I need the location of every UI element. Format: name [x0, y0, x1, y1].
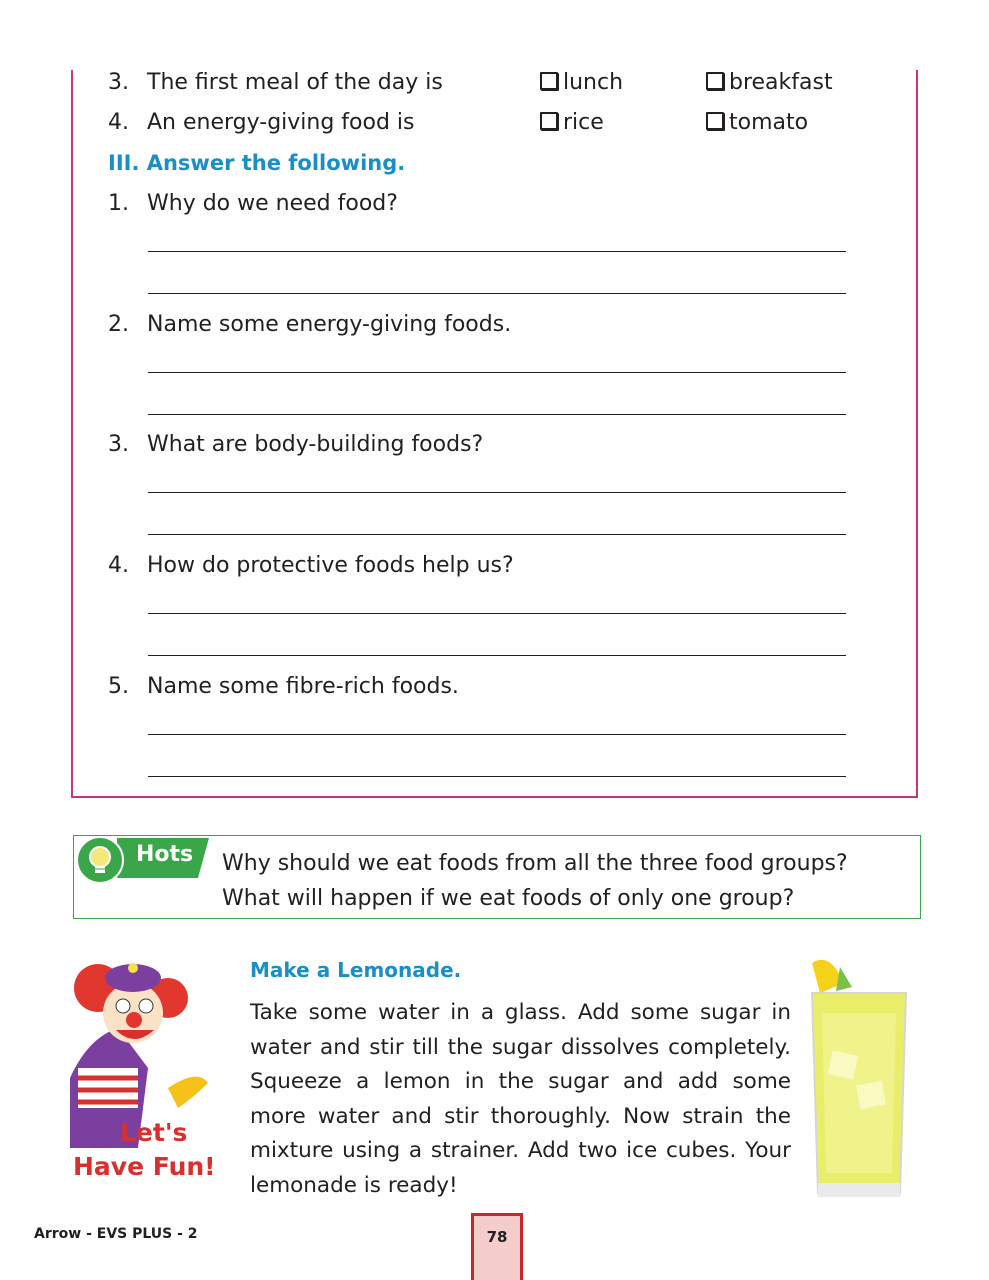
question-text: What are body-building foods? [147, 432, 484, 457]
checkbox-icon[interactable] [706, 112, 724, 130]
answer-line[interactable] [148, 251, 846, 252]
answer-line[interactable] [148, 372, 846, 373]
question-text: An energy-giving food is [147, 110, 415, 135]
answer-line[interactable] [148, 492, 846, 493]
question-number: 3. [108, 70, 129, 95]
question-text: Name some energy-giving foods. [147, 312, 512, 337]
question-text: The first meal of the day is [147, 70, 443, 95]
question-number: 3. [108, 432, 129, 457]
question-number: 1. [108, 191, 129, 216]
question-number: 5. [108, 674, 129, 699]
page-number: 78 [486, 1228, 508, 1246]
answer-line[interactable] [148, 414, 846, 415]
answer-line[interactable] [148, 534, 846, 535]
book-title: Arrow - EVS PLUS - 2 [34, 1226, 198, 1242]
lets-have-fun-badge-line2: Have Fun! [73, 1152, 216, 1181]
checkbox-icon[interactable] [540, 112, 558, 130]
lets-have-fun-badge-line1: Let's [120, 1118, 188, 1147]
option-checkbox[interactable]: tomato [706, 110, 808, 136]
page-number-box [471, 1213, 523, 1280]
hots-question: Why should we eat foods from all the three food groups? What will happen if we eat foods of only one group? [222, 851, 848, 911]
question-number: 2. [108, 312, 129, 337]
answer-line[interactable] [148, 734, 846, 735]
question-number: 4. [108, 110, 129, 135]
lemonade-glass-image [800, 953, 918, 1205]
hots-label: Hots [136, 842, 194, 867]
option-checkbox[interactable]: rice [540, 110, 604, 136]
checkbox-icon[interactable] [706, 72, 724, 90]
question-text: Name some fibre-rich foods. [147, 674, 459, 699]
answer-line[interactable] [148, 655, 846, 656]
answer-line[interactable] [148, 613, 846, 614]
section-heading: III. Answer the following. [108, 151, 406, 175]
checkbox-icon[interactable] [540, 72, 558, 90]
option-checkbox[interactable]: lunch [540, 70, 623, 96]
answer-line[interactable] [148, 293, 846, 294]
activity-title: Make a Lemonade. [250, 958, 462, 982]
question-number: 4. [108, 553, 129, 578]
option-checkbox[interactable]: breakfast [706, 70, 833, 96]
answer-line[interactable] [148, 776, 846, 777]
question-text: Why do we need food? [147, 191, 398, 216]
lightbulb-icon [76, 836, 124, 884]
activity-instructions: Take some water in a glass. Add some sugar in water and stir till the sugar dissolves completely. Squeeze a lemon in the sugar and add some more water and stir thoroughly. Now strain the mixture using a strainer. Add two ice cubes. Your lemonade is ready! [250, 1000, 791, 1198]
question-text: How do protective foods help us? [147, 553, 514, 578]
